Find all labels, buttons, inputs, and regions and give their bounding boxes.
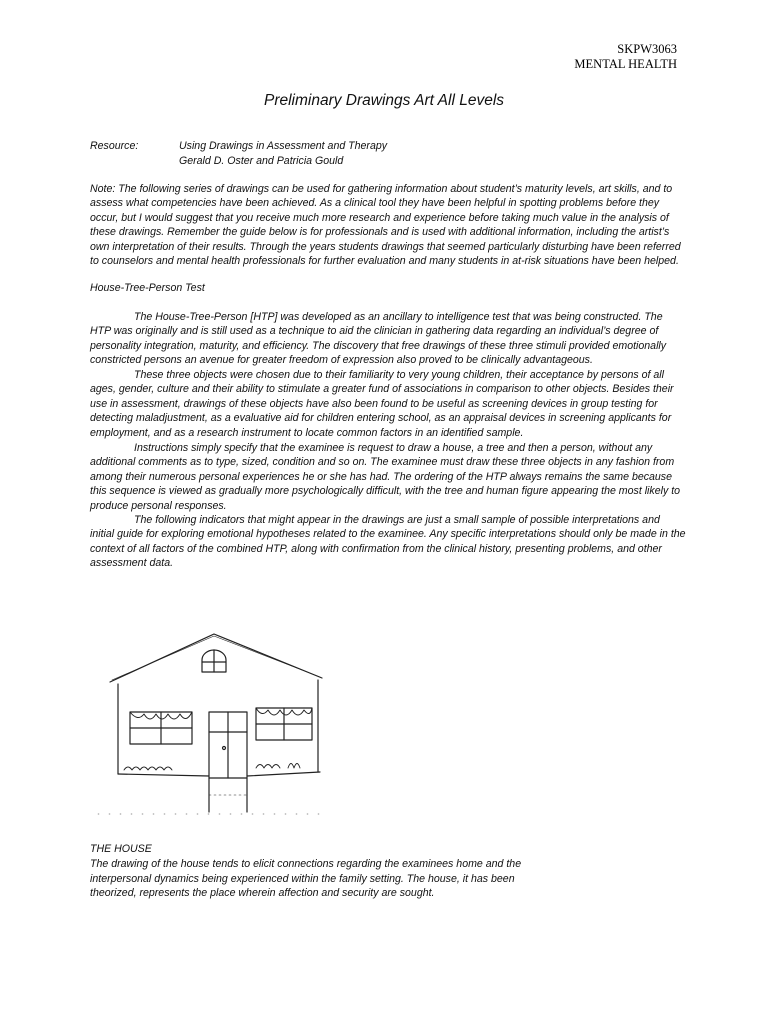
house-drawing: [96, 620, 336, 820]
body-paragraph-4: The following indicators that might appear in the drawings are just a small sample of possible interpretations and initial guide for exploring emotional hypotheses related to the examinee. Any specific interpretations should only be made in the context of all factors of the combined HTP, along with confirmation from the clinical history, presenting problems, and other assessment data.: [90, 514, 686, 570]
resource-value: [179, 139, 479, 168]
section-title: House-Tree-Person Test: [90, 282, 205, 294]
course-header: [574, 42, 677, 72]
house-description: The drawing of the house tends to elicit connections regarding the examinees home and the interpersonal dynamics being experienced within the family setting. The house, it has been theorized, represents the place wherein affection and security are sought.: [90, 858, 522, 899]
resource-label: Resource:: [90, 140, 139, 152]
course-code: SKPW3063: [617, 42, 677, 56]
course-name: MENTAL HEALTH: [574, 57, 677, 71]
resource-authors: Gerald D. Oster and Patricia Gould: [179, 154, 344, 167]
note-paragraph: Note: The following series of drawings can be used for gathering information about student’s maturity levels, art skills, and to assess what competencies have been achieved. As a clinical tool they have been helpful in spotting problems before they occur, but I would suggest that you receive much more research and experience before taking much value in the analysis of these drawings. Remember the guide below is for professionals and is used with additional information, including the artist’s own interpretation of their results. Through the years students drawings that seemed particularly disturbing have been referred to counselors and mental health professionals for further evaluation and many students in at-risk situations have been helped.: [90, 183, 681, 268]
resource-book: Using Drawings in Assessment and Therapy: [179, 140, 388, 152]
page-title: Preliminary Drawings Art All Levels: [263, 92, 505, 109]
body-paragraph-2: These three objects were chosen due to their familiarity to very young children, their acceptance by persons of all ages, gender, culture and their ability to stimulate a greater fund of associations in comparison to other objects. Besides their use in assessment, drawings of these objects have also been found to be useful as screening devices in group testing for detecting maladjustment, as a evaluative aid for children entering school, as an appraisal devices in screening applicants for employment, and as a research instrument to locate common factors in an identified sample.: [90, 369, 674, 439]
body-paragraph-1: The House-Tree-Person [HTP] was developed as an ancillary to intelligence test that was being constructed. The HTP was originally and is still used as a technique to aid the clinician in gathering data regarding an individual’s degree of personality integration, maturity, and efficiency. The discovery that free drawings of these three stimuli provided emotionally constricted persons an avenue for greater freedom of expression also proved to be clinically advantageous.: [90, 311, 667, 367]
house-heading: THE HOUSE: [90, 843, 152, 855]
body-paragraph-3: Instructions simply specify that the examinee is request to draw a house, a tree and then a person, without any additional comments as to type, sized, condition and so on. The examinee must draw these three objects in any fashion from among their numerous personal experiences he or she has had. The ordering of the HTP always remains the same because this sequence is viewed as gradually more psychologically difficult, with the tree and human figure appearing the most likely to produce personal responses.: [90, 442, 681, 512]
